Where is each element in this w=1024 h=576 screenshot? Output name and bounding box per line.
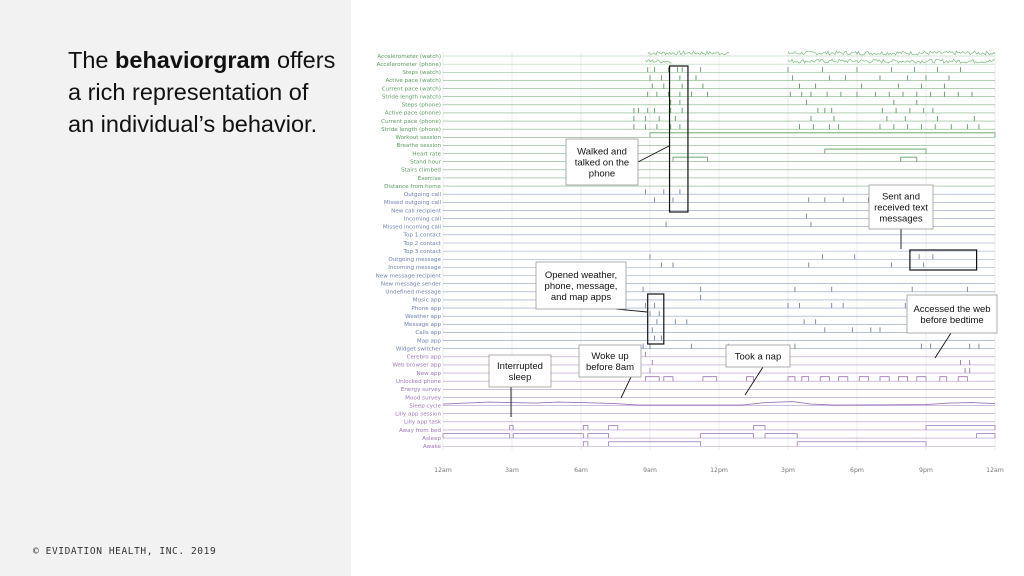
- annotation-layer: [489, 66, 997, 417]
- activity-block: [609, 425, 618, 430]
- x-tick-label: 3am: [505, 467, 519, 474]
- row-label: Unlocked phone: [395, 379, 441, 385]
- row-label: Stride length (watch): [381, 94, 441, 101]
- row-label: Accelerometer (phone): [376, 61, 441, 68]
- sensor-trace: [788, 51, 995, 55]
- row-label: New app: [416, 370, 441, 377]
- annotation-text: phone: [588, 168, 616, 180]
- annotation-leader: [621, 377, 631, 398]
- activity-block: [917, 377, 926, 382]
- row-label: Active pace (watch): [385, 78, 441, 85]
- activity-block: [609, 442, 701, 447]
- activity-block: [583, 442, 588, 447]
- x-tick-label: 6pm: [850, 467, 864, 474]
- row-label: Current pace (watch): [381, 86, 441, 93]
- activity-block: [701, 434, 754, 439]
- activity-block: [820, 377, 829, 382]
- headline-pre: The: [68, 47, 116, 73]
- x-tick-label: 9pm: [919, 467, 933, 474]
- row-label: Accelerometer (watch): [377, 53, 441, 60]
- row-label: Top 2 contact: [403, 240, 441, 247]
- activity-block: [859, 377, 868, 382]
- x-tick-label: 9am: [643, 467, 657, 474]
- row-label: Steps (phone): [401, 102, 441, 109]
- row-label: Top 3 contact: [403, 248, 441, 255]
- sensor-trace: [648, 51, 729, 55]
- annotation-text: Walked and: [577, 146, 627, 158]
- row-label: New message sender: [380, 281, 441, 288]
- activity-block: [977, 434, 995, 439]
- row-label: Weather app: [405, 313, 441, 320]
- activity-block: [703, 377, 717, 382]
- activity-block: [588, 434, 609, 439]
- row-label: Undefined message: [385, 289, 441, 296]
- activity-block: [788, 377, 795, 382]
- row-label: Away from bed: [398, 427, 441, 434]
- row-label: Active pace (phone): [384, 110, 441, 117]
- activity-block: [839, 377, 848, 382]
- row-label: Missed incoming call: [382, 224, 441, 231]
- x-tick-layer: [434, 467, 1004, 474]
- activity-block: [926, 425, 995, 430]
- x-tick-label: 12am: [434, 467, 452, 474]
- sensor-trace: [645, 60, 671, 64]
- row-label: Energy survey: [400, 387, 441, 394]
- row-label: Outgoing message: [388, 257, 441, 264]
- row-label: Web browser app: [392, 362, 441, 369]
- row-label: Steps (watch): [402, 70, 441, 77]
- annotation-text: Took a nap: [734, 351, 782, 363]
- left-panel: [0, 0, 351, 576]
- row-label: Incoming call: [403, 216, 441, 223]
- row-label: Workout session: [395, 135, 441, 142]
- row-label: Current pace (phone): [381, 118, 441, 125]
- annotation-leader: [616, 309, 647, 312]
- annotation-text: messages: [879, 213, 923, 225]
- activity-block: [825, 149, 926, 154]
- activity-block: [765, 434, 797, 439]
- row-label: New message recipient: [375, 273, 441, 280]
- activity-block: [664, 377, 673, 382]
- annotation-leader: [638, 146, 669, 162]
- row-label: New call recipient: [391, 208, 441, 215]
- annotation-leader: [935, 333, 951, 358]
- activity-block: [747, 377, 754, 382]
- x-tick-label: 12pm: [710, 467, 728, 474]
- rows-layer: [376, 54, 995, 450]
- activity-block: [797, 442, 926, 447]
- row-label: Exercise: [417, 175, 441, 182]
- annotation-text: phone, message,: [544, 280, 618, 292]
- row-label: Breathe session: [396, 143, 441, 150]
- sensor-trace: [788, 59, 995, 63]
- row-label: Map app: [416, 338, 441, 345]
- row-label: Message app: [404, 322, 441, 329]
- activity-block: [802, 377, 809, 382]
- annotation-text: before 8am: [585, 361, 635, 373]
- headline-post: offers a rich representation of an individual’s behavior.: [68, 47, 336, 137]
- activity-block: [880, 377, 889, 382]
- row-label: Stairs climbed: [401, 167, 441, 174]
- activity-block: [583, 425, 588, 430]
- row-label: Mood survey: [405, 395, 441, 402]
- behaviorgram-chart: [351, 0, 1024, 576]
- annotation-text: talked on the: [574, 157, 630, 169]
- row-label: Widget switcher: [395, 346, 441, 353]
- headline: [68, 44, 338, 140]
- annotation-text: Interrupted: [497, 360, 543, 372]
- x-tick-label: 6am: [574, 467, 588, 474]
- row-label: Top 1 contact: [403, 232, 441, 239]
- row-label: Awake: [422, 444, 441, 451]
- x-tick-label: 12am: [986, 467, 1004, 474]
- x-tick-label: 3pm: [781, 467, 795, 474]
- activity-block: [673, 157, 708, 162]
- row-label: Asleep: [422, 435, 441, 442]
- activity-block: [898, 377, 907, 382]
- activity-block: [443, 434, 510, 439]
- highlight-walk-talk: [670, 66, 688, 212]
- activity-block: [958, 377, 967, 382]
- highlight-messages: [910, 250, 977, 270]
- annotation-text: received text: [874, 202, 928, 214]
- row-label: Outgoing call: [403, 192, 441, 199]
- annotation-text: Sent and: [881, 191, 921, 203]
- row-label: Lilly app session: [395, 411, 441, 418]
- activity-block: [650, 133, 995, 138]
- row-label: Distance from home: [384, 183, 441, 190]
- activity-block: [901, 157, 917, 162]
- annotation-text: Woke up: [591, 350, 629, 362]
- row-label: Music app: [412, 297, 441, 304]
- annotation-text: Opened weather,: [544, 269, 618, 281]
- row-label: Phone app: [411, 305, 441, 312]
- activity-block: [754, 425, 766, 430]
- annotation-text: before bedtime: [920, 314, 984, 326]
- activity-block: [940, 377, 947, 382]
- row-label: Stand hour: [410, 159, 441, 166]
- row-label: Stride length (phone): [381, 126, 441, 133]
- headline-bold: behaviorgram: [115, 47, 271, 73]
- row-label: Lilly app task: [404, 419, 441, 426]
- activity-block: [645, 377, 659, 382]
- row-label: Heart rate: [412, 151, 441, 158]
- row-label: Sleep cycle: [409, 403, 441, 410]
- row-label: Incoming message: [388, 265, 441, 272]
- annotation-text: Accessed the web: [913, 303, 991, 315]
- annotation-text: and map apps: [550, 291, 612, 303]
- activity-block: [513, 434, 583, 439]
- activity-block: [510, 425, 513, 430]
- row-label: Missed outgoing call: [383, 200, 441, 207]
- copyright-footer: © EVIDATION HEALTH, INC. 2019: [33, 546, 217, 557]
- row-label: Calls app: [415, 330, 441, 337]
- annotation-text: sleep: [508, 371, 532, 383]
- row-label: Cerebro app: [406, 354, 441, 361]
